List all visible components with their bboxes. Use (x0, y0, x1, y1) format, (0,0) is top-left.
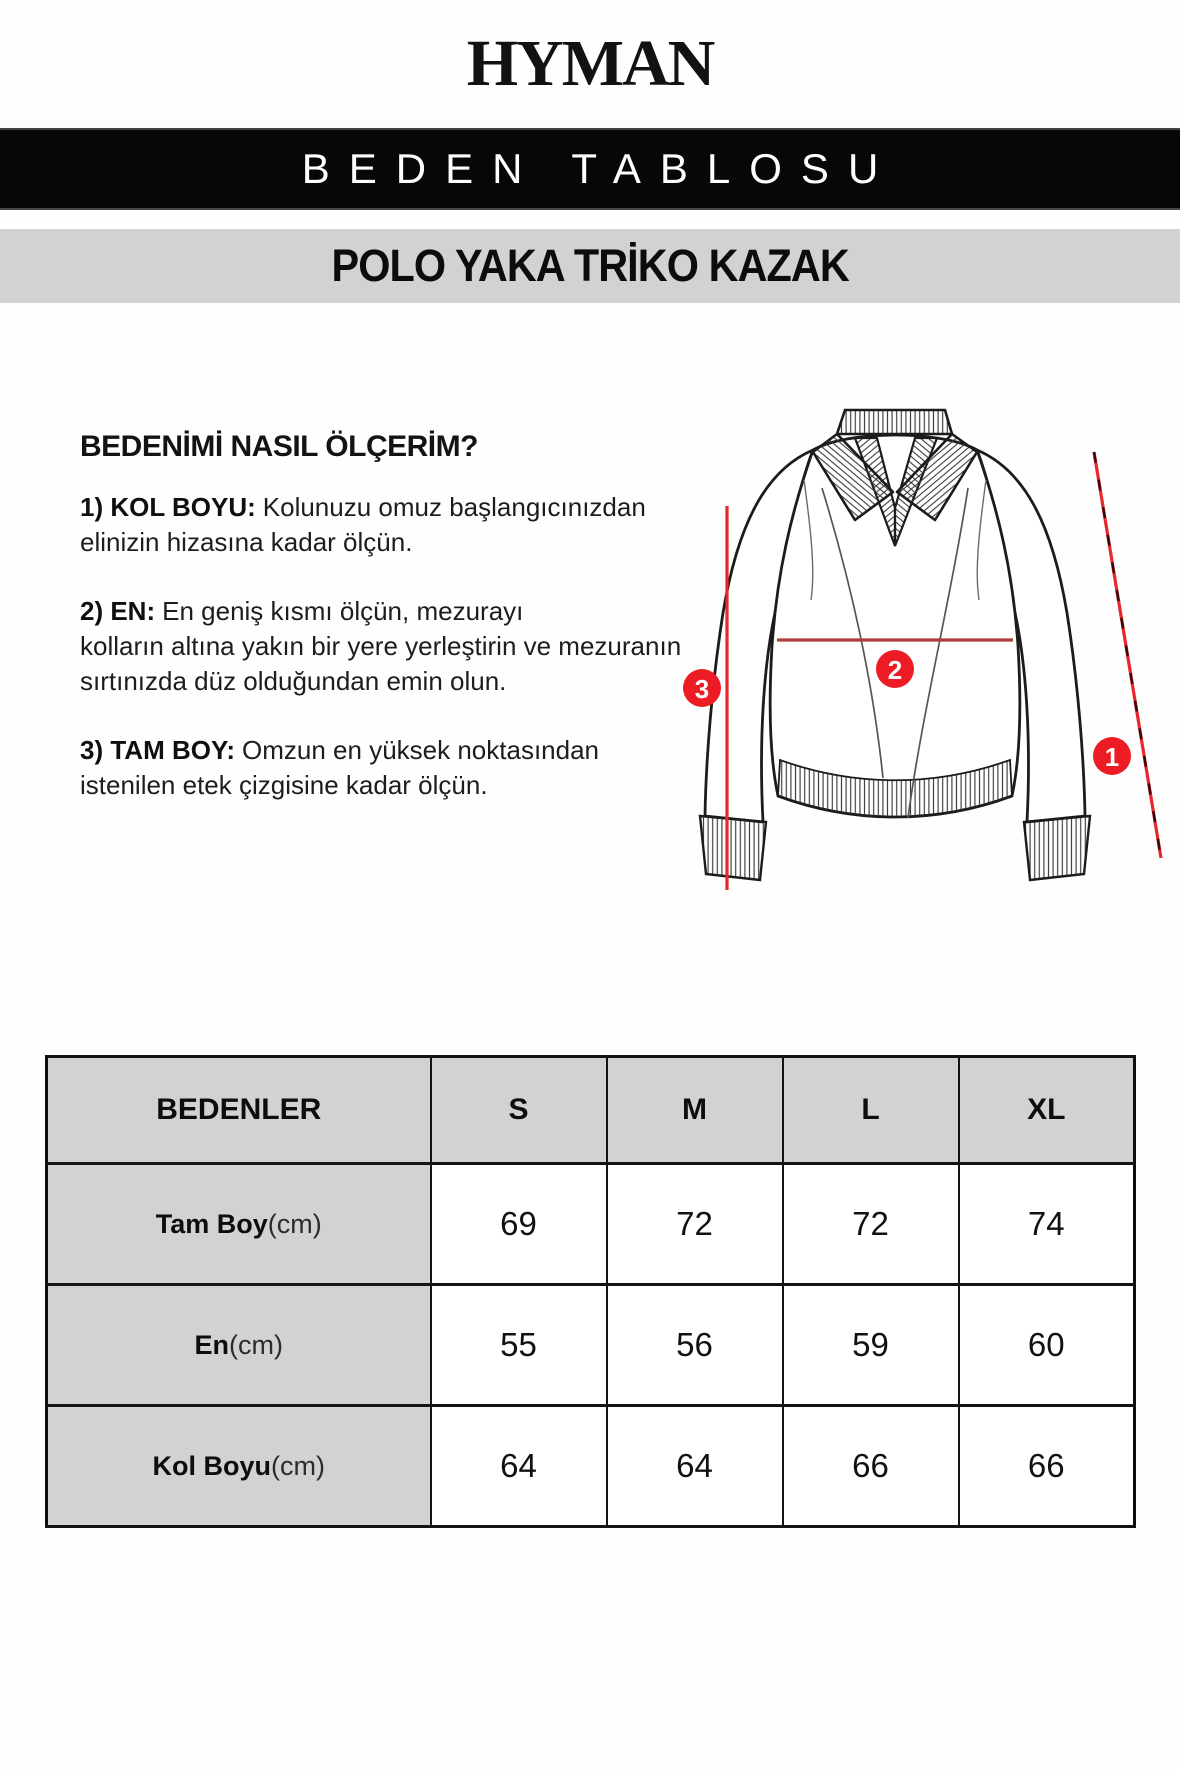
product-banner-text: POLO YAKA TRİKO KAZAK (331, 240, 849, 291)
product-banner (0, 229, 1180, 303)
size-table-header-row (47, 1057, 1135, 1164)
row-label-kol-boyu (47, 1406, 431, 1527)
kol-boyu-xl: 66 (959, 1406, 1135, 1527)
tam-boy-l: 72 (783, 1164, 959, 1285)
row-label-en-unit: (cm) (229, 1329, 283, 1360)
size-table-header-bedenler: BEDENLER (47, 1057, 431, 1164)
instruction-1-label: 1) KOL BOYU: (80, 492, 256, 522)
measure-badge-2-number: 2 (887, 655, 903, 685)
en-l: 59 (783, 1285, 959, 1406)
tam-boy-s: 69 (431, 1164, 607, 1285)
tam-boy-m: 72 (607, 1164, 783, 1285)
measure-badge-3 (683, 669, 721, 707)
en-s: 55 (431, 1285, 607, 1406)
sweater-body (770, 435, 1020, 817)
instruction-2-label: 2) EN: (80, 596, 156, 626)
size-table-header-s: S (431, 1057, 607, 1164)
kol-boyu-s: 64 (431, 1406, 607, 1527)
instruction-3-line-2: istenilen etek çizgisine kadar ölçün. (80, 770, 488, 800)
row-label-en-text: En (194, 1329, 230, 1360)
instruction-1-line-2: elinizin hizasına kadar ölçün. (80, 527, 413, 557)
row-label-tam-boy-unit: (cm) (267, 1208, 322, 1239)
instruction-2-line-1: En geniş kısmı ölçün, mezurayı (162, 596, 524, 626)
sweater-left-cuff (700, 816, 766, 880)
sweater-collar-band (837, 410, 952, 434)
size-table-header-m: M (607, 1057, 783, 1164)
instructions-heading: BEDENİMİ NASIL ÖLÇERİM? (80, 430, 478, 463)
en-xl: 60 (959, 1285, 1135, 1406)
instruction-3-label: 3) TAM BOY: (80, 735, 236, 765)
row-label-en (47, 1285, 431, 1406)
instruction-tam-boy (80, 733, 680, 803)
row-label-kol-boyu-unit: (cm) (271, 1450, 325, 1481)
kol-boyu-m: 64 (607, 1406, 783, 1527)
brand-logo: HYMAN (466, 27, 714, 100)
size-table-row-kol-boyu (47, 1406, 1135, 1527)
tam-boy-xl: 74 (959, 1164, 1135, 1285)
size-table-banner (0, 128, 1180, 210)
size-table-banner-text: BEDEN TABLOSU (301, 145, 898, 192)
instruction-2-line-2: kolların altına yakın bir yere yerleştirin ve mezuranın (80, 631, 682, 661)
size-table-header-xl: XL (959, 1057, 1135, 1164)
instruction-kol-boyu (80, 490, 680, 560)
size-table-row-tam-boy (47, 1164, 1135, 1285)
sweater-measure-diagram (600, 388, 1180, 908)
sweater-diagram-canvas (600, 388, 1180, 908)
measure-instructions (80, 430, 680, 837)
sweater-right-cuff (1024, 816, 1090, 880)
row-label-tam-boy (47, 1164, 431, 1285)
measure-badge-1 (1093, 737, 1131, 775)
en-m: 56 (607, 1285, 783, 1406)
row-label-kol-boyu-text: Kol Boyu (152, 1450, 271, 1481)
instruction-en (80, 594, 680, 699)
size-table (45, 1055, 1136, 1528)
measure-badge-2 (876, 650, 914, 688)
size-table-header-l: L (783, 1057, 959, 1164)
instruction-2-line-3: sırtınızda düz olduğundan emin olun. (80, 666, 507, 696)
measure-badge-1-number: 1 (1104, 742, 1120, 772)
measure-badge-3-number: 3 (694, 674, 710, 704)
instruction-1-line-1: Kolunuzu omuz başlangıcınızdan (262, 492, 646, 522)
size-table-row-en (47, 1285, 1135, 1406)
kol-boyu-l: 66 (783, 1406, 959, 1527)
instruction-3-line-1: Omzun en yüksek noktasından (242, 735, 600, 765)
row-label-tam-boy-text: Tam Boy (155, 1208, 268, 1239)
